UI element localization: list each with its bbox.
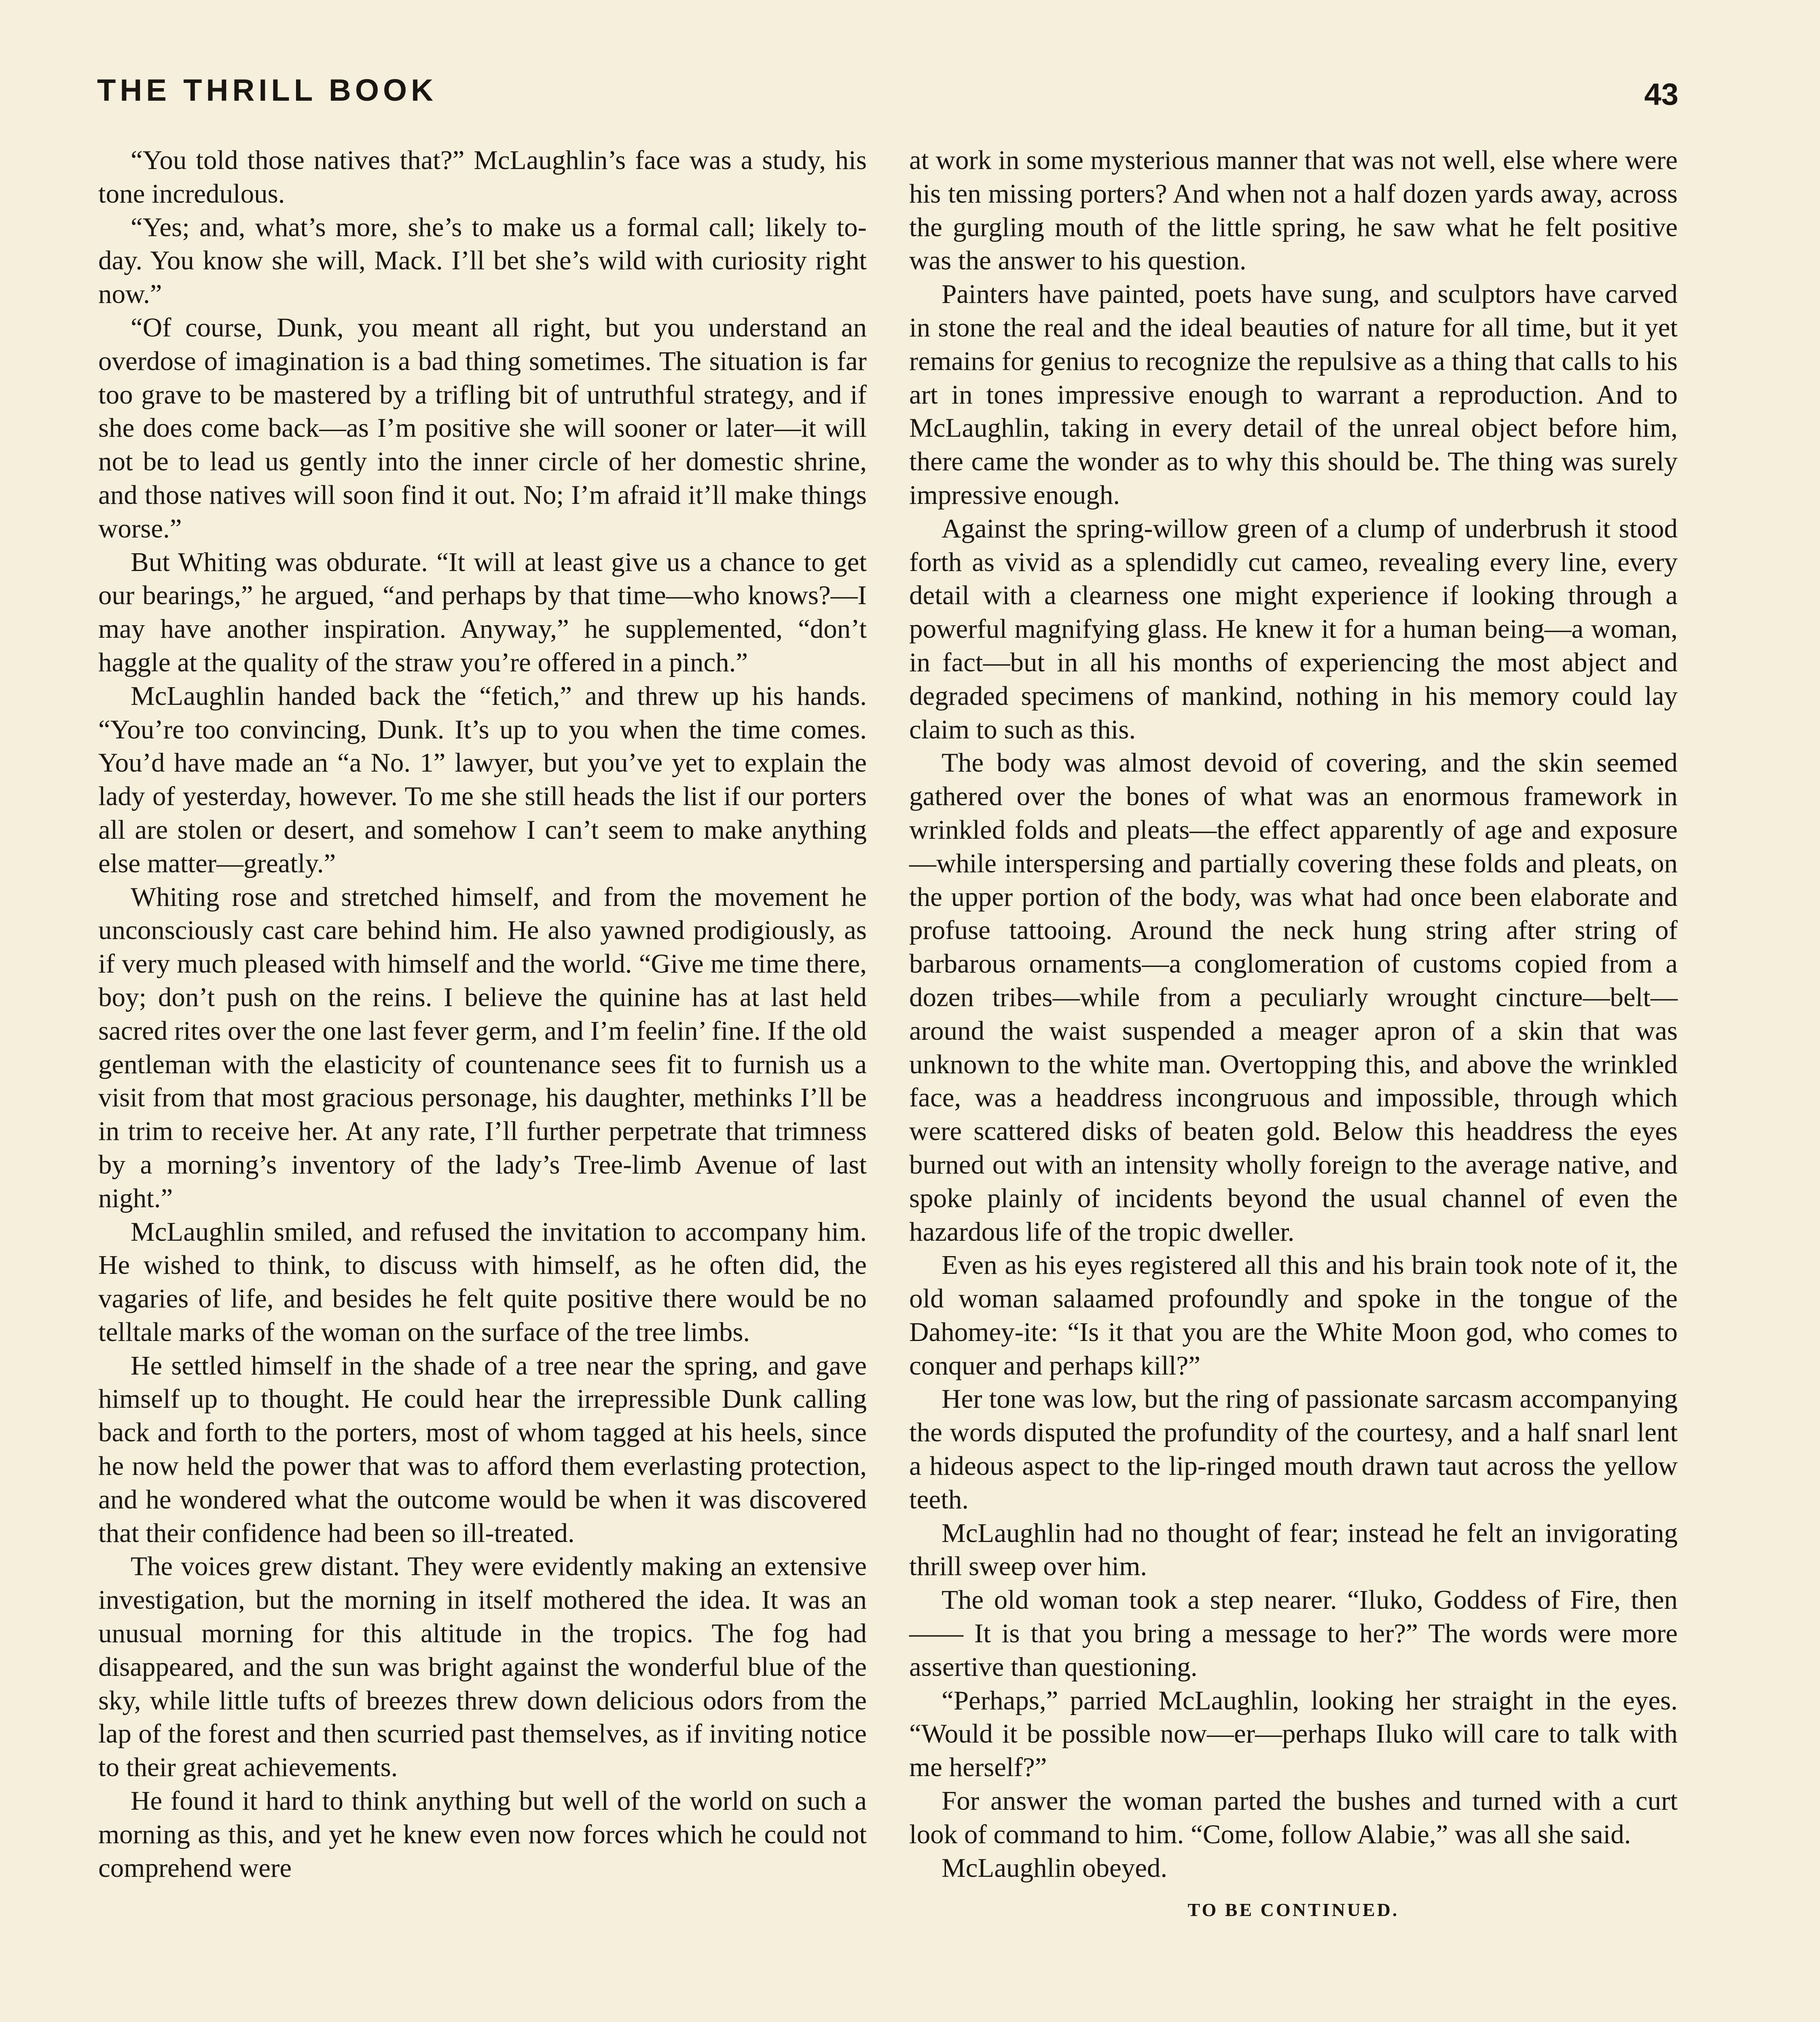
paragraph: McLaughlin obeyed. (942, 1853, 1168, 1883)
paragraph: Against the spring-willow green of a clump of underbrush it stood forth as vivid as a splendidly cut cameo, revealing every line, every detail with a clearness one might experience if looking through a powerful magnifying glass. He knew it for a human being—a woman, in fact—but in all his months of experiencing the most abject and degraded specimens of mankind, nothing in his memory could lay claim to such as this. (909, 513, 1678, 745)
paragraph: Whiting rose and stretched himself, and from the movement he unconsciously cast care behind him. He also yawned prodigiously, as if very much pleased with himself and the world. “Give me time there, boy; don’t push on the reins. I believe the quinine has at last held sacred rites over the one last fever germ, and I’m feelin’ fine. If the old gentleman with the elasticity of countenance sees fit to furnish us a visit from that most gracious personage, his daughter, methinks I’ll be in trim to receive her. At any rate, I’ll further perpetrate that trimness by a morning’s inventory of the lady’s Tree-limb Avenue of last night.” (98, 882, 867, 1213)
paragraph: Painters have painted, poets have sung, and sculptors have carved in stone the real and the ideal beauties of nature for all time, but it yet remains for genius to recognize the repulsive as a thing that calls to his art in tones impressive enough to warrant a reproduction. And to McLaughlin, taking in every detail of the unreal object before him, there came the wonder as to why this should be. The thing was surely impressive enough. (909, 279, 1678, 510)
paragraph: He settled himself in the shade of a tree near the spring, and gave himself up to thought. He could hear the irrepressible Dunk calling back and forth to the porters, most of whom tagged at his heels, since he now held the power that was to afford them everlasting protection, and he wondered what the outcome would be when it was discovered that their confidence had been so ill-treated. (98, 1350, 867, 1548)
left-column (98, 144, 867, 1885)
paragraph: “You told those natives that?” McLaughlin’s face was a study, his tone incredulous. (98, 145, 867, 209)
right-column (909, 144, 1678, 1927)
paragraph: at work in some mysterious manner that was not well, else where were his ten missing porters? And when not a half dozen yards away, across the gurgling mouth of the little spring, he saw what he felt positive was the answer to his question. (909, 145, 1678, 276)
paragraph: Her tone was low, but the ring of passionate sarcasm accompanying the words disputed the profundity of the courtesy, and a half snarl lent a hideous aspect to the lip-ringed mouth drawn taut across the yellow teeth. (909, 1384, 1678, 1514)
paragraph: Even as his eyes registered all this and his brain took note of it, the old woman salaamed profoundly and spoke in the tongue of the Dahomey-ite: “Is it that you are the White Moon god, who comes to conquer and perhaps kill?” (909, 1250, 1678, 1381)
paragraph: McLaughlin smiled, and refused the invitation to accompany him. He wished to think, to discuss with himself, as he often did, the vagaries of life, and besides he felt quite positive there would be no telltale marks of the woman on the surface of the tree limbs. (98, 1216, 867, 1347)
paragraph: For answer the woman parted the bushes and turned with a curt look of command to him. “Come, follow Alabie,” was all she said. (909, 1786, 1678, 1849)
paragraph: “Of course, Dunk, you meant all right, but you understand an overdose of imagination is a bad thing sometimes. The situation is far too grave to be mastered by a trifling bit of untruthful strategy, and if she does come back—as I’m positive she will sooner or later—it will not be to lead us gently into the inner circle of her domestic shrine, and those natives will soon find it out. No; I’m afraid it’ll make things worse.” (98, 312, 867, 544)
paragraph: “Perhaps,” parried McLaughlin, looking her straight in the eyes. “Would it be possible now—er—perhaps Iluko will care to talk with me herself?” (909, 1685, 1678, 1783)
paragraph: McLaughlin had no thought of fear; instead he felt an invigorating thrill sweep over him. (909, 1518, 1678, 1582)
paragraph: But Whiting was obdurate. “It will at least give us a chance to get our bearings,” he argued, “and perhaps by that time—who knows?—I may have another inspiration. Anyway,” he supplemented, “don’t haggle at the quality of the straw you’re offered in a pinch.” (98, 547, 867, 677)
to-be-continued: TO BE CONTINUED. (1187, 1899, 1399, 1920)
paragraph: McLaughlin handed back the “fetich,” and threw up his hands. “You’re too convincing, Dunk. It’s up to you when the time comes. You’d have made an “a No. 1” lawyer, but you’ve yet to explain the lady of yesterday, however. To me she still heads the list if our porters all are stolen or desert, and somehow I can’t seem to make anything else matter—greatly.” (98, 681, 867, 878)
page-number: 43 (1644, 77, 1678, 112)
paragraph: “Yes; and, what’s more, she’s to make us a formal call; likely to-day. You know she will, Mack. I’ll bet she’s wild with curiosity right now.” (98, 212, 867, 309)
paragraph: The old woman took a step nearer. “Iluko, Goddess of Fire, then—— It is that you bring a message to her?” The words were more assertive than questioning. (909, 1585, 1678, 1682)
paragraph: The body was almost devoid of covering, and the skin seemed gathered over the bones of what was an enormous framework in wrinkled folds and pleats—the effect apparently of age and exposure—while interspersing and partially covering these folds and pleats, on the upper portion of the body, was what had once been elaborate and profuse tattooing. Around the neck hung string after string of barbarous ornaments—a conglomeration of customs copied from a dozen tribes—while from a peculiarly wrought cincture—belt—around the waist suspended a meager apron of a skin that was unknown to the white man. Overtopping this, and above the wrinkled face, was a headdress incongruous and impossible, through which were scattered disks of beaten gold. Below this headdress the eyes burned out with an intensity wholly foreign to the average native, and spoke plainly of incidents beyond the usual channel of even the hazardous life of the tropic dweller. (909, 748, 1678, 1247)
paragraph: He found it hard to think anything but well of the world on such a morning as this, and yet he knew even now forces which he could not comprehend were (98, 1786, 867, 1883)
paragraph: The voices grew distant. They were evidently making an extensive investigation, but the morning in itself mothered the idea. It was an unusual morning for this altitude in the tropics. The fog had disappeared, and the sun was bright against the wonderful blue of the sky, while little tufts of breezes threw down delicious odors from the lap of the forest and then scurried past themselves, as if inviting notice to their great achievements. (98, 1551, 867, 1783)
magazine-title: THE THRILL BOOK (97, 73, 438, 108)
